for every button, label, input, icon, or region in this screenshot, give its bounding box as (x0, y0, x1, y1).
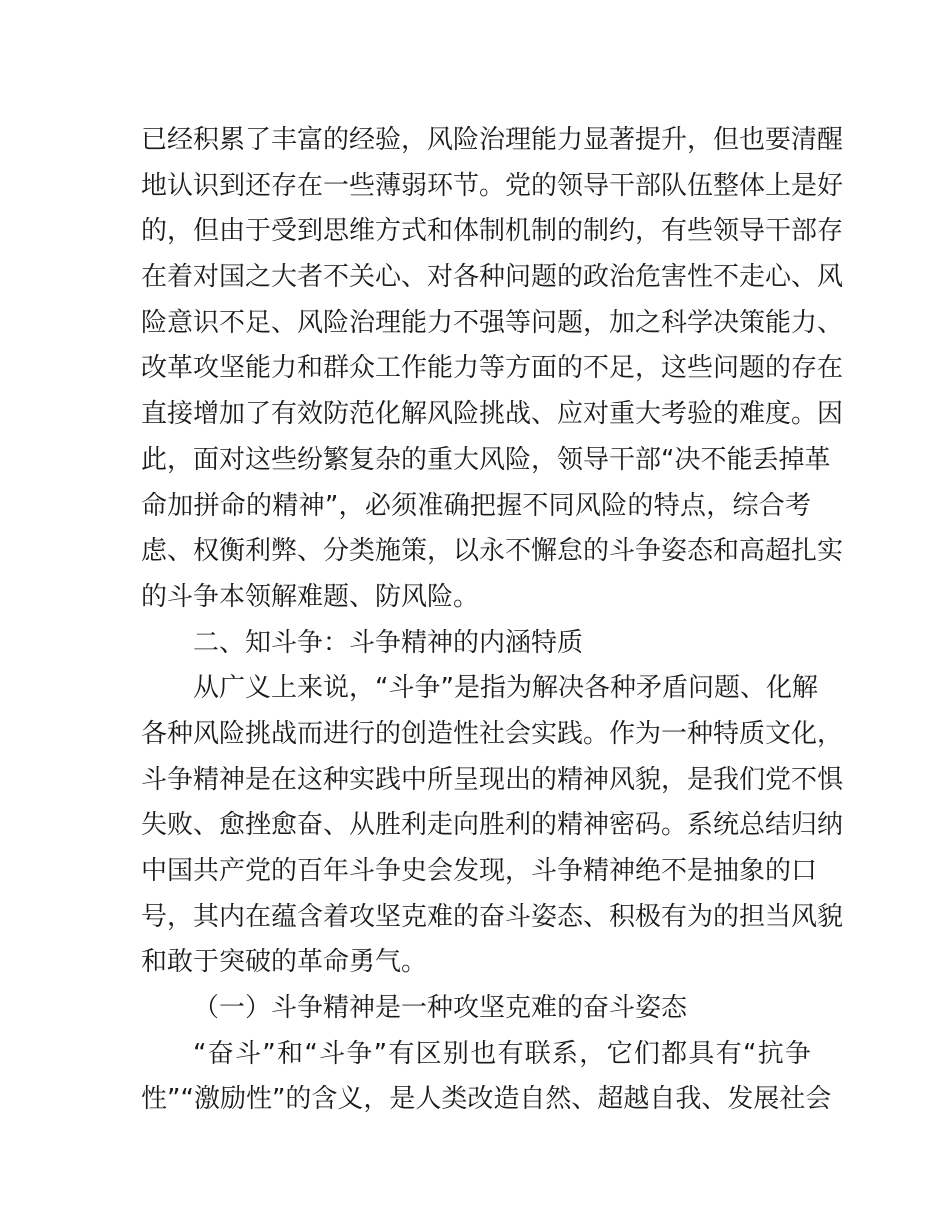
text-line: 性”“激励性”的含义，是人类改造自然、超越自我、发展社会 (141, 1084, 832, 1115)
text-line: 改革攻坚能力和群众工作能力等方面的不足，这些问题的存在 (141, 353, 844, 384)
text-line: 的，但由于受到思维方式和体制机制的制约，有些领导干部存 (141, 216, 844, 247)
text-line: 险意识不足、风险治理能力不强等问题，加之科学决策能力、 (141, 307, 844, 338)
text-line: 号，其内在蕴含着攻坚克难的奋斗姿态、积极有为的担当风貌 (141, 901, 844, 932)
section-heading: 二、知斗争：斗争精神的内涵特质 (193, 627, 584, 658)
paragraph-first-line: “奋斗”和“斗争”有区别也有联系，它们都具有“抗争 (193, 1038, 811, 1069)
text-line: 斗争精神是在这种实践中所呈现出的精神风貌，是我们党不惧 (141, 764, 844, 795)
paragraph-first-line: 从广义上来说，“斗争”是指为解决各种矛盾问题、化解 (193, 673, 818, 704)
document-body (141, 118, 844, 1123)
paragraph-last-line: 和敢于突破的革命勇气。 (141, 947, 428, 978)
text-line: 在着对国之大者不关心、对各种问题的政治危害性不走心、风 (141, 262, 844, 293)
text-line: 虑、权衡利弊、分类施策，以永不懈怠的斗争姿态和高超扎实 (141, 536, 844, 567)
subsection-heading: （一）斗争精神是一种攻坚克难的奋斗姿态 (193, 993, 688, 1024)
text-line: 中国共产党的百年斗争史会发现，斗争精神绝不是抽象的口 (141, 856, 818, 886)
text-line: 地认识到还存在一些薄弱环节。党的领导干部队伍整体上是好 (141, 170, 844, 201)
text-line: 各种风险挑战而进行的创造性社会实践。作为一种特质文化， (141, 718, 844, 749)
text-line: 直接增加了有效防范化解风险挑战、应对重大考验的难度。因 (141, 399, 844, 430)
text-line: 已经积累了丰富的经验，风险治理能力显著提升，但也要清醒 (141, 125, 844, 155)
text-line: 此，面对这些纷繁复杂的重大风险，领导干部“决不能丢掉革 (141, 444, 831, 475)
paragraph-last-line: 的斗争本领解难题、防风险。 (141, 581, 480, 612)
text-line: 命加拼命的精神”，必须准确把握不同风险的特点，综合考 (141, 490, 811, 521)
text-line: 失败、愈挫愈奋、从胜利走向胜利的精神密码。系统总结归纳 (141, 810, 844, 841)
